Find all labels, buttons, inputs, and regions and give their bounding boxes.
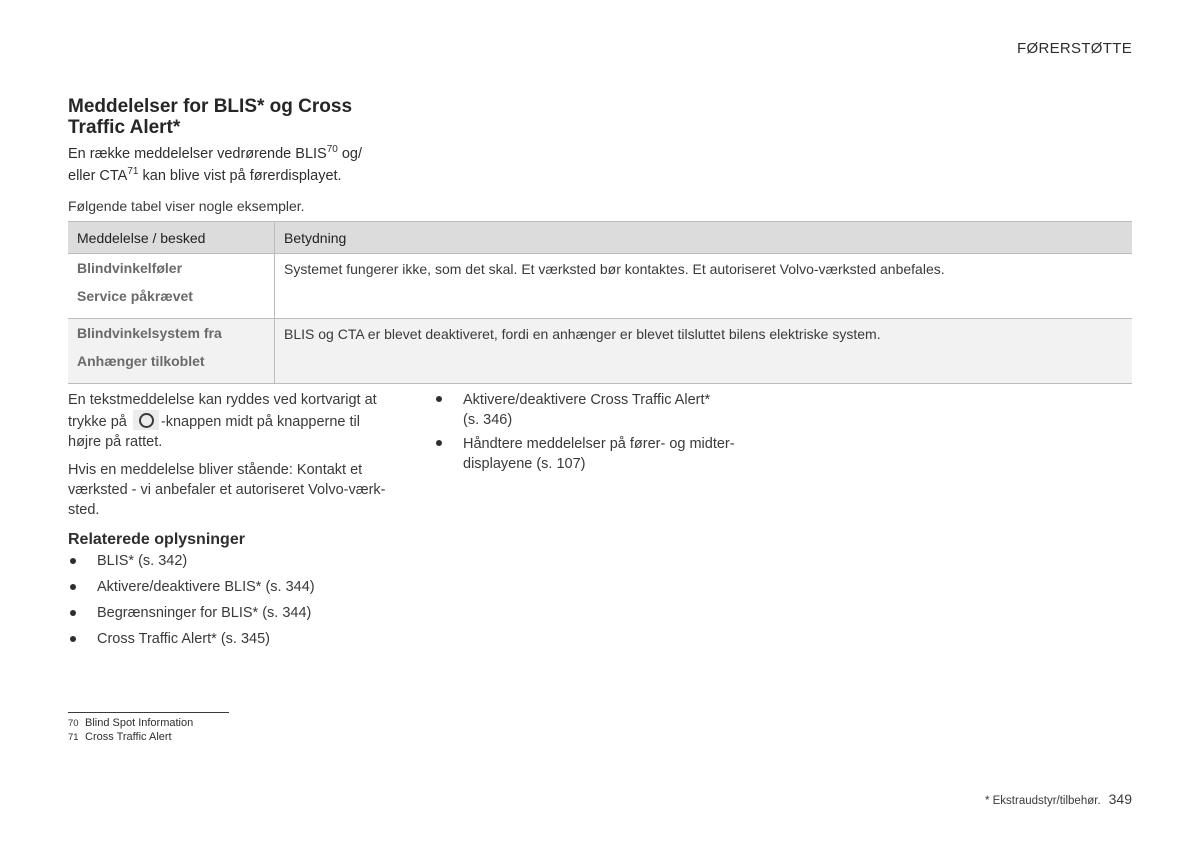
bullet-icon	[70, 610, 76, 616]
intro-text-1: En række meddelelser vedrørende BLIS	[68, 146, 327, 162]
bullet-icon	[70, 558, 76, 564]
table-cell-meaning: Systemet fungerer ikke, som det skal. Et værksted bør kontaktes. Et autoriseret Volvo-værksted anbefales.	[275, 254, 1133, 319]
footnote-text: Cross Traffic Alert	[85, 731, 172, 743]
related-link-limitations-blis[interactable]	[68, 604, 315, 630]
table-cell-message	[68, 319, 275, 384]
footnote-number: 71	[68, 732, 79, 743]
column-header-meaning: Betydning	[275, 222, 1133, 254]
message-line: Blindvinkelsystem fra	[77, 325, 222, 341]
intro-text-4: kan blive vist på førerdisplayet.	[138, 168, 342, 184]
bullet-icon	[70, 636, 76, 642]
paragraph-text: trykke på	[68, 414, 127, 430]
table-row	[68, 319, 1132, 384]
related-link-handle-messages[interactable]	[434, 434, 764, 474]
persistent-message-paragraph	[68, 460, 403, 520]
footnote-number: 70	[68, 718, 79, 729]
accessory-note: * Ekstraudstyr/tilbehør.	[984, 795, 1101, 807]
page-title	[68, 96, 388, 138]
link-text[interactable]: BLIS* (s. 342)	[97, 553, 188, 569]
bullet-icon	[436, 440, 442, 446]
table-row	[68, 254, 1132, 319]
related-info-list-continued	[434, 390, 764, 478]
footnote-divider	[68, 712, 229, 713]
related-link-cta[interactable]	[68, 630, 315, 656]
footnote-71	[68, 731, 172, 743]
paragraph-line: højre på rattet.	[68, 434, 163, 450]
link-text[interactable]: displayene (s. 107)	[463, 456, 586, 472]
intro-paragraph	[68, 143, 398, 187]
related-link-activate-cta[interactable]	[434, 390, 764, 430]
circle-button-icon	[133, 410, 159, 430]
bullet-icon	[70, 584, 76, 590]
title-line-2: Traffic Alert*	[68, 117, 181, 138]
related-info-list	[68, 552, 315, 656]
section-label: FØRERSTØTTE	[1017, 40, 1132, 57]
intro-text-2: og/	[337, 146, 363, 162]
paragraph-line: En tekstmeddelelse kan ryddes ved kortvarigt at	[68, 392, 377, 408]
message-line: Blindvinkelføler	[77, 260, 183, 276]
related-link-activate-blis[interactable]	[68, 578, 315, 604]
related-link-blis[interactable]	[68, 552, 315, 578]
table-header-row	[68, 222, 1132, 254]
link-text[interactable]: Håndtere meddelelser på fører- og midter-	[463, 436, 735, 452]
title-line-1: Meddelelser for BLIS* og Cross	[68, 96, 353, 117]
link-text[interactable]: Aktivere/deaktivere Cross Traffic Alert*	[463, 392, 711, 408]
link-text[interactable]: Cross Traffic Alert* (s. 345)	[97, 631, 270, 647]
link-text[interactable]: Aktivere/deaktivere BLIS* (s. 344)	[97, 579, 315, 595]
footnote-ref-71[interactable]: 71	[127, 166, 139, 177]
messages-table	[68, 221, 1132, 384]
related-info-heading: Relaterede oplysninger	[68, 531, 245, 548]
bullet-icon	[436, 396, 442, 402]
paragraph-line: sted.	[68, 502, 100, 518]
clear-message-paragraph	[68, 390, 403, 452]
link-text[interactable]: (s. 346)	[463, 412, 513, 428]
page-footer	[985, 791, 1132, 807]
link-text[interactable]: Begrænsninger for BLIS* (s. 344)	[97, 605, 312, 621]
column-header-message: Meddelelse / besked	[68, 222, 275, 254]
intro-text-3: eller CTA	[68, 168, 128, 184]
paragraph-line	[68, 410, 403, 432]
message-line: Service påkrævet	[77, 288, 193, 304]
table-intro: Følgende tabel viser nogle eksempler.	[68, 198, 305, 214]
paragraph-text: -knappen midt på knapperne til	[160, 414, 360, 430]
paragraph-line: Hvis en meddelelse bliver stående: Kontakt et	[68, 462, 363, 478]
footnote-70	[68, 717, 193, 729]
footnote-text: Blind Spot Information	[85, 717, 194, 729]
page-number: 349	[1108, 791, 1132, 807]
paragraph-line: værksted - vi anbefaler et autoriseret Volvo-værk-	[68, 482, 386, 498]
footnote-ref-70[interactable]: 70	[326, 144, 338, 155]
table-cell-message	[68, 254, 275, 319]
table-cell-meaning: BLIS og CTA er blevet deaktiveret, fordi en anhænger er blevet tilsluttet bilens elektriske system.	[275, 319, 1133, 384]
message-line: Anhænger tilkoblet	[77, 353, 205, 369]
